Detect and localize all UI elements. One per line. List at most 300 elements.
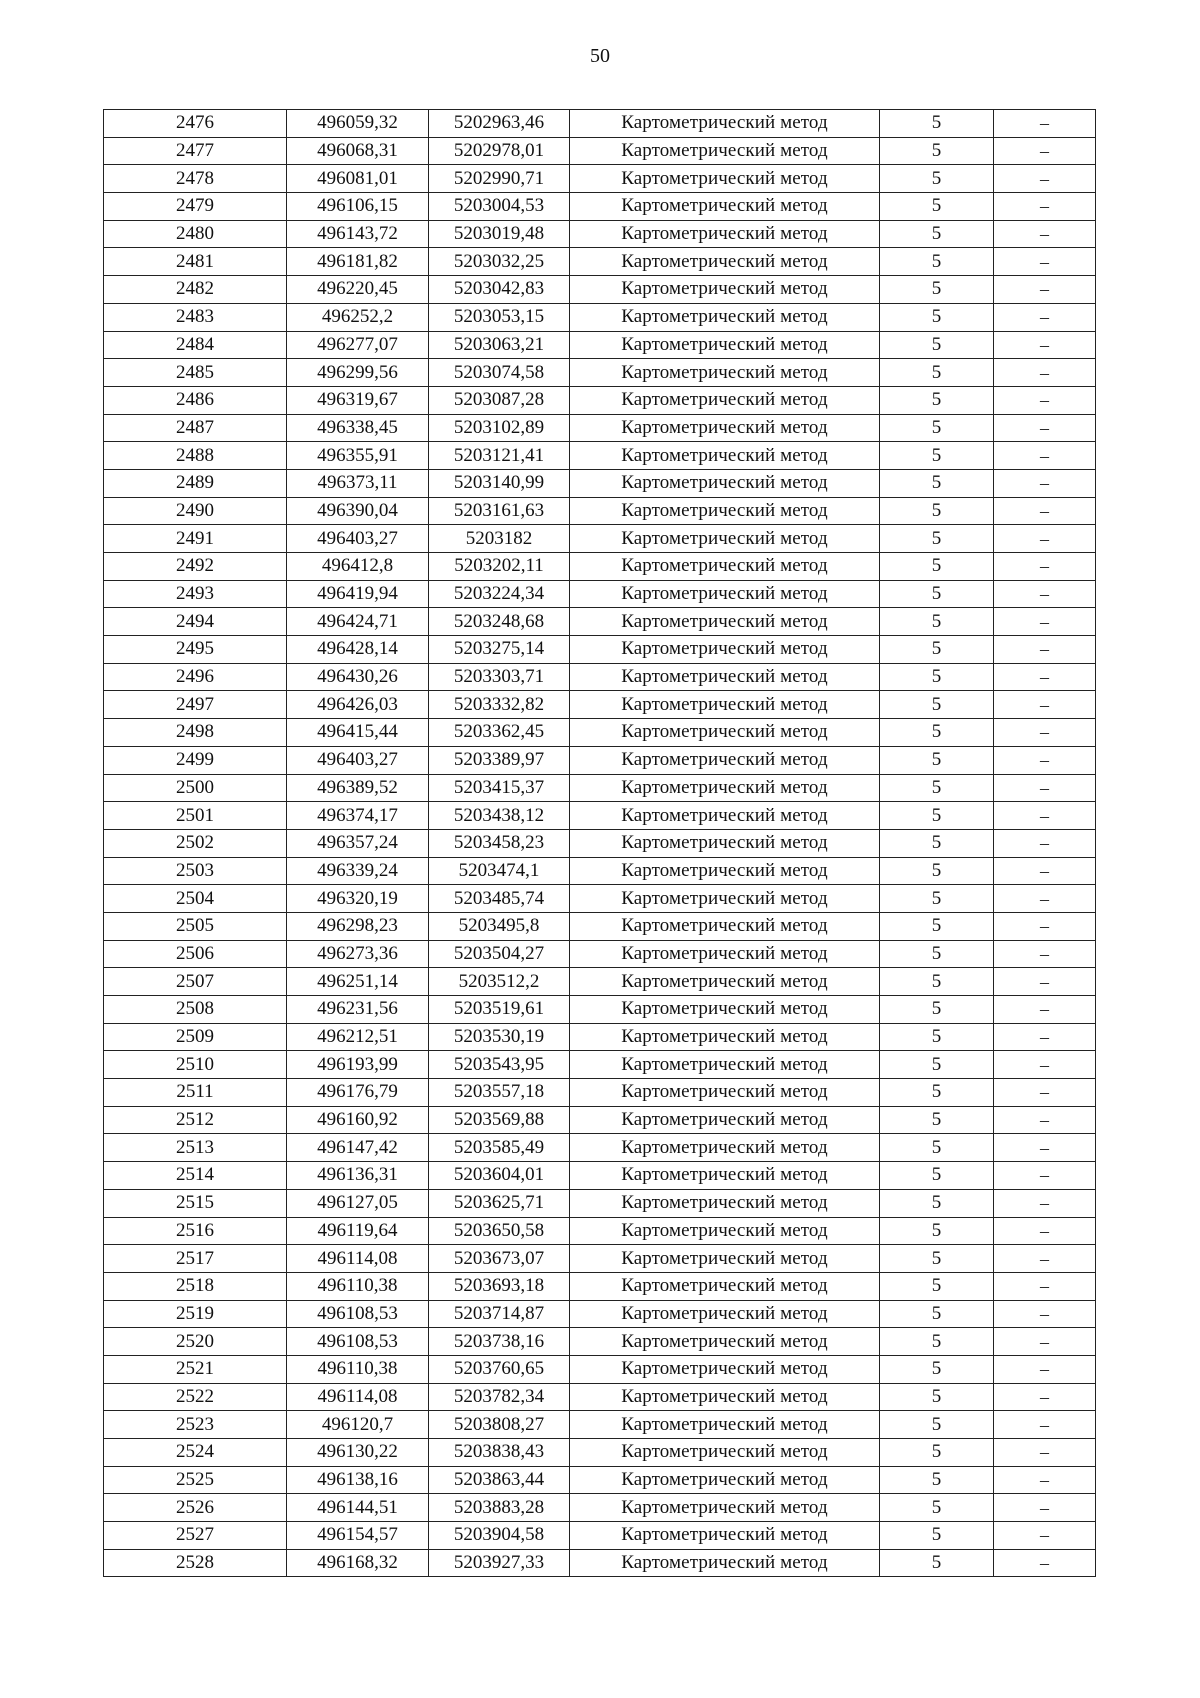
description-cell: – [994, 746, 1096, 774]
method-cell: Картометрический метод [570, 414, 880, 442]
table-row [104, 469, 1096, 497]
accuracy-cell: 5 [880, 1439, 994, 1467]
accuracy-cell: 5 [880, 220, 994, 248]
y-coordinate-cell: 5203074,58 [429, 359, 570, 387]
x-coordinate-cell: 496299,56 [287, 359, 429, 387]
accuracy-cell: 5 [880, 497, 994, 525]
table-row [104, 553, 1096, 581]
table-row [104, 996, 1096, 1024]
y-coordinate-cell: 5203495,8 [429, 912, 570, 940]
point-number-cell: 2485 [104, 359, 287, 387]
table-row [104, 1189, 1096, 1217]
table-row [104, 1162, 1096, 1190]
x-coordinate-cell: 496320,19 [287, 885, 429, 913]
x-coordinate-cell: 496319,67 [287, 386, 429, 414]
method-cell: Картометрический метод [570, 636, 880, 664]
method-cell: Картометрический метод [570, 857, 880, 885]
description-cell: – [994, 1189, 1096, 1217]
table-row [104, 303, 1096, 331]
method-cell: Картометрический метод [570, 1383, 880, 1411]
x-coordinate-cell: 496357,24 [287, 829, 429, 857]
method-cell: Картометрический метод [570, 746, 880, 774]
description-cell: – [994, 248, 1096, 276]
accuracy-cell: 5 [880, 1328, 994, 1356]
y-coordinate-cell: 5203042,83 [429, 276, 570, 304]
method-cell: Картометрический метод [570, 359, 880, 387]
x-coordinate-cell: 496068,31 [287, 137, 429, 165]
point-number-cell: 2491 [104, 525, 287, 553]
table-row [104, 497, 1096, 525]
point-number-cell: 2483 [104, 303, 287, 331]
accuracy-cell: 5 [880, 968, 994, 996]
table-row [104, 386, 1096, 414]
x-coordinate-cell: 496143,72 [287, 220, 429, 248]
table-row [104, 248, 1096, 276]
y-coordinate-cell: 5203004,53 [429, 193, 570, 221]
x-coordinate-cell: 496338,45 [287, 414, 429, 442]
point-number-cell: 2498 [104, 719, 287, 747]
method-cell: Картометрический метод [570, 331, 880, 359]
x-coordinate-cell: 496298,23 [287, 912, 429, 940]
y-coordinate-cell: 5203530,19 [429, 1023, 570, 1051]
method-cell: Картометрический метод [570, 193, 880, 221]
method-cell: Картометрический метод [570, 719, 880, 747]
point-number-cell: 2496 [104, 663, 287, 691]
y-coordinate-cell: 5203838,43 [429, 1439, 570, 1467]
accuracy-cell: 5 [880, 303, 994, 331]
point-number-cell: 2508 [104, 996, 287, 1024]
point-number-cell: 2493 [104, 580, 287, 608]
table-row [104, 525, 1096, 553]
accuracy-cell: 5 [880, 248, 994, 276]
description-cell: – [994, 691, 1096, 719]
accuracy-cell: 5 [880, 912, 994, 940]
y-coordinate-cell: 5203458,23 [429, 829, 570, 857]
accuracy-cell: 5 [880, 469, 994, 497]
x-coordinate-cell: 496273,36 [287, 940, 429, 968]
method-cell: Картометрический метод [570, 940, 880, 968]
x-coordinate-cell: 496119,64 [287, 1217, 429, 1245]
x-coordinate-cell: 496373,11 [287, 469, 429, 497]
accuracy-cell: 5 [880, 1411, 994, 1439]
description-cell: – [994, 1134, 1096, 1162]
table-row [104, 1023, 1096, 1051]
y-coordinate-cell: 5203883,28 [429, 1494, 570, 1522]
table-row [104, 331, 1096, 359]
x-coordinate-cell: 496419,94 [287, 580, 429, 608]
description-cell: – [994, 469, 1096, 497]
accuracy-cell: 5 [880, 1272, 994, 1300]
y-coordinate-cell: 5203557,18 [429, 1079, 570, 1107]
y-coordinate-cell: 5203714,87 [429, 1300, 570, 1328]
x-coordinate-cell: 496181,82 [287, 248, 429, 276]
point-number-cell: 2525 [104, 1466, 287, 1494]
table-row [104, 1134, 1096, 1162]
table-row [104, 1522, 1096, 1550]
method-cell: Картометрический метод [570, 220, 880, 248]
table-row [104, 276, 1096, 304]
x-coordinate-cell: 496403,27 [287, 525, 429, 553]
method-cell: Картометрический метод [570, 802, 880, 830]
description-cell: – [994, 580, 1096, 608]
method-cell: Картометрический метод [570, 1494, 880, 1522]
description-cell: – [994, 1494, 1096, 1522]
x-coordinate-cell: 496424,71 [287, 608, 429, 636]
description-cell: – [994, 1522, 1096, 1550]
x-coordinate-cell: 496415,44 [287, 719, 429, 747]
y-coordinate-cell: 5203927,33 [429, 1549, 570, 1577]
x-coordinate-cell: 496120,7 [287, 1411, 429, 1439]
accuracy-cell: 5 [880, 1051, 994, 1079]
coordinates-table-body [104, 110, 1096, 1577]
y-coordinate-cell: 5203248,68 [429, 608, 570, 636]
description-cell: – [994, 1245, 1096, 1273]
x-coordinate-cell: 496168,32 [287, 1549, 429, 1577]
x-coordinate-cell: 496081,01 [287, 165, 429, 193]
table-row [104, 1411, 1096, 1439]
method-cell: Картометрический метод [570, 1134, 880, 1162]
accuracy-cell: 5 [880, 137, 994, 165]
description-cell: – [994, 220, 1096, 248]
y-coordinate-cell: 5203504,27 [429, 940, 570, 968]
point-number-cell: 2504 [104, 885, 287, 913]
x-coordinate-cell: 496108,53 [287, 1300, 429, 1328]
point-number-cell: 2524 [104, 1439, 287, 1467]
y-coordinate-cell: 5203485,74 [429, 885, 570, 913]
point-number-cell: 2492 [104, 553, 287, 581]
method-cell: Картометрический метод [570, 1411, 880, 1439]
y-coordinate-cell: 5203415,37 [429, 774, 570, 802]
table-row [104, 636, 1096, 664]
y-coordinate-cell: 5202990,71 [429, 165, 570, 193]
description-cell: – [994, 1051, 1096, 1079]
method-cell: Картометрический метод [570, 497, 880, 525]
description-cell: – [994, 1411, 1096, 1439]
x-coordinate-cell: 496147,42 [287, 1134, 429, 1162]
point-number-cell: 2515 [104, 1189, 287, 1217]
description-cell: – [994, 1300, 1096, 1328]
y-coordinate-cell: 5203389,97 [429, 746, 570, 774]
point-number-cell: 2517 [104, 1245, 287, 1273]
y-coordinate-cell: 5203032,25 [429, 248, 570, 276]
accuracy-cell: 5 [880, 1134, 994, 1162]
x-coordinate-cell: 496220,45 [287, 276, 429, 304]
y-coordinate-cell: 5203053,15 [429, 303, 570, 331]
y-coordinate-cell: 5203202,11 [429, 553, 570, 581]
point-number-cell: 2489 [104, 469, 287, 497]
x-coordinate-cell: 496114,08 [287, 1383, 429, 1411]
y-coordinate-cell: 5203474,1 [429, 857, 570, 885]
method-cell: Картометрический метод [570, 303, 880, 331]
method-cell: Картометрический метод [570, 1217, 880, 1245]
y-coordinate-cell: 5203063,21 [429, 331, 570, 359]
description-cell: – [994, 829, 1096, 857]
x-coordinate-cell: 496059,32 [287, 110, 429, 138]
table-row [104, 1328, 1096, 1356]
page-number: 50 [590, 45, 610, 67]
accuracy-cell: 5 [880, 359, 994, 387]
coordinates-table [103, 109, 1096, 1577]
method-cell: Картометрический метод [570, 110, 880, 138]
method-cell: Картометрический метод [570, 553, 880, 581]
y-coordinate-cell: 5203738,16 [429, 1328, 570, 1356]
description-cell: – [994, 1383, 1096, 1411]
description-cell: – [994, 1023, 1096, 1051]
y-coordinate-cell: 5203224,34 [429, 580, 570, 608]
accuracy-cell: 5 [880, 1023, 994, 1051]
description-cell: – [994, 303, 1096, 331]
accuracy-cell: 5 [880, 165, 994, 193]
point-number-cell: 2480 [104, 220, 287, 248]
method-cell: Картометрический метод [570, 165, 880, 193]
point-number-cell: 2521 [104, 1355, 287, 1383]
description-cell: – [994, 525, 1096, 553]
table-row [104, 165, 1096, 193]
table-row [104, 1355, 1096, 1383]
description-cell: – [994, 802, 1096, 830]
point-number-cell: 2499 [104, 746, 287, 774]
table-row [104, 1300, 1096, 1328]
y-coordinate-cell: 5202963,46 [429, 110, 570, 138]
accuracy-cell: 5 [880, 1494, 994, 1522]
x-coordinate-cell: 496212,51 [287, 1023, 429, 1051]
x-coordinate-cell: 496136,31 [287, 1162, 429, 1190]
y-coordinate-cell: 5203087,28 [429, 386, 570, 414]
method-cell: Картометрический метод [570, 774, 880, 802]
description-cell: – [994, 1079, 1096, 1107]
method-cell: Картометрический метод [570, 1051, 880, 1079]
method-cell: Картометрический метод [570, 1023, 880, 1051]
point-number-cell: 2520 [104, 1328, 287, 1356]
x-coordinate-cell: 496114,08 [287, 1245, 429, 1273]
point-number-cell: 2510 [104, 1051, 287, 1079]
description-cell: – [994, 331, 1096, 359]
y-coordinate-cell: 5202978,01 [429, 137, 570, 165]
method-cell: Картометрический метод [570, 1300, 880, 1328]
table-row [104, 608, 1096, 636]
y-coordinate-cell: 5203863,44 [429, 1466, 570, 1494]
description-cell: – [994, 414, 1096, 442]
x-coordinate-cell: 496160,92 [287, 1106, 429, 1134]
y-coordinate-cell: 5203604,01 [429, 1162, 570, 1190]
method-cell: Картометрический метод [570, 1079, 880, 1107]
x-coordinate-cell: 496193,99 [287, 1051, 429, 1079]
point-number-cell: 2509 [104, 1023, 287, 1051]
description-cell: – [994, 774, 1096, 802]
description-cell: – [994, 193, 1096, 221]
accuracy-cell: 5 [880, 553, 994, 581]
table-row [104, 137, 1096, 165]
method-cell: Картометрический метод [570, 580, 880, 608]
y-coordinate-cell: 5203650,58 [429, 1217, 570, 1245]
point-number-cell: 2481 [104, 248, 287, 276]
method-cell: Картометрический метод [570, 968, 880, 996]
point-number-cell: 2523 [104, 1411, 287, 1439]
y-coordinate-cell: 5203543,95 [429, 1051, 570, 1079]
y-coordinate-cell: 5203275,14 [429, 636, 570, 664]
method-cell: Картометрический метод [570, 1439, 880, 1467]
x-coordinate-cell: 496252,2 [287, 303, 429, 331]
y-coordinate-cell: 5203808,27 [429, 1411, 570, 1439]
y-coordinate-cell: 5203161,63 [429, 497, 570, 525]
method-cell: Картометрический метод [570, 1162, 880, 1190]
table-row [104, 746, 1096, 774]
method-cell: Картометрический метод [570, 1106, 880, 1134]
accuracy-cell: 5 [880, 691, 994, 719]
description-cell: – [994, 996, 1096, 1024]
point-number-cell: 2482 [104, 276, 287, 304]
method-cell: Картометрический метод [570, 525, 880, 553]
x-coordinate-cell: 496412,8 [287, 553, 429, 581]
method-cell: Картометрический метод [570, 608, 880, 636]
point-number-cell: 2511 [104, 1079, 287, 1107]
description-cell: – [994, 968, 1096, 996]
description-cell: – [994, 553, 1096, 581]
method-cell: Картометрический метод [570, 1466, 880, 1494]
description-cell: – [994, 1272, 1096, 1300]
table-row [104, 1079, 1096, 1107]
accuracy-cell: 5 [880, 1383, 994, 1411]
x-coordinate-cell: 496138,16 [287, 1466, 429, 1494]
accuracy-cell: 5 [880, 1217, 994, 1245]
description-cell: – [994, 442, 1096, 470]
table-row [104, 442, 1096, 470]
x-coordinate-cell: 496374,17 [287, 802, 429, 830]
table-row [104, 359, 1096, 387]
x-coordinate-cell: 496110,38 [287, 1272, 429, 1300]
y-coordinate-cell: 5203019,48 [429, 220, 570, 248]
table-row [104, 220, 1096, 248]
accuracy-cell: 5 [880, 996, 994, 1024]
point-number-cell: 2522 [104, 1383, 287, 1411]
table-row [104, 1051, 1096, 1079]
accuracy-cell: 5 [880, 580, 994, 608]
point-number-cell: 2513 [104, 1134, 287, 1162]
point-number-cell: 2476 [104, 110, 287, 138]
y-coordinate-cell: 5203625,71 [429, 1189, 570, 1217]
description-cell: – [994, 1217, 1096, 1245]
x-coordinate-cell: 496277,07 [287, 331, 429, 359]
description-cell: – [994, 1439, 1096, 1467]
point-number-cell: 2503 [104, 857, 287, 885]
y-coordinate-cell: 5203904,58 [429, 1522, 570, 1550]
point-number-cell: 2490 [104, 497, 287, 525]
description-cell: – [994, 137, 1096, 165]
accuracy-cell: 5 [880, 746, 994, 774]
point-number-cell: 2487 [104, 414, 287, 442]
description-cell: – [994, 497, 1096, 525]
accuracy-cell: 5 [880, 1189, 994, 1217]
point-number-cell: 2507 [104, 968, 287, 996]
point-number-cell: 2505 [104, 912, 287, 940]
method-cell: Картометрический метод [570, 1522, 880, 1550]
point-number-cell: 2484 [104, 331, 287, 359]
table-row [104, 1439, 1096, 1467]
method-cell: Картометрический метод [570, 885, 880, 913]
x-coordinate-cell: 496176,79 [287, 1079, 429, 1107]
table-row [104, 802, 1096, 830]
accuracy-cell: 5 [880, 1549, 994, 1577]
description-cell: – [994, 359, 1096, 387]
description-cell: – [994, 719, 1096, 747]
x-coordinate-cell: 496403,27 [287, 746, 429, 774]
x-coordinate-cell: 496251,14 [287, 968, 429, 996]
accuracy-cell: 5 [880, 829, 994, 857]
description-cell: – [994, 1162, 1096, 1190]
table-row [104, 1106, 1096, 1134]
table-row [104, 1245, 1096, 1273]
description-cell: – [994, 1355, 1096, 1383]
accuracy-cell: 5 [880, 802, 994, 830]
table-row [104, 193, 1096, 221]
accuracy-cell: 5 [880, 1355, 994, 1383]
method-cell: Картометрический метод [570, 1549, 880, 1577]
accuracy-cell: 5 [880, 608, 994, 636]
x-coordinate-cell: 496390,04 [287, 497, 429, 525]
table-row [104, 885, 1096, 913]
y-coordinate-cell: 5203303,71 [429, 663, 570, 691]
table-row [104, 857, 1096, 885]
point-number-cell: 2506 [104, 940, 287, 968]
point-number-cell: 2488 [104, 442, 287, 470]
description-cell: – [994, 912, 1096, 940]
description-cell: – [994, 636, 1096, 664]
accuracy-cell: 5 [880, 885, 994, 913]
table-row [104, 829, 1096, 857]
table-row [104, 1494, 1096, 1522]
x-coordinate-cell: 496130,22 [287, 1439, 429, 1467]
table-row [104, 1383, 1096, 1411]
point-number-cell: 2501 [104, 802, 287, 830]
point-number-cell: 2478 [104, 165, 287, 193]
x-coordinate-cell: 496110,38 [287, 1355, 429, 1383]
x-coordinate-cell: 496426,03 [287, 691, 429, 719]
method-cell: Картометрический метод [570, 469, 880, 497]
y-coordinate-cell: 5203102,89 [429, 414, 570, 442]
accuracy-cell: 5 [880, 1300, 994, 1328]
x-coordinate-cell: 496231,56 [287, 996, 429, 1024]
point-number-cell: 2497 [104, 691, 287, 719]
table-row [104, 774, 1096, 802]
description-cell: – [994, 1466, 1096, 1494]
accuracy-cell: 5 [880, 663, 994, 691]
y-coordinate-cell: 5203140,99 [429, 469, 570, 497]
point-number-cell: 2502 [104, 829, 287, 857]
point-number-cell: 2516 [104, 1217, 287, 1245]
y-coordinate-cell: 5203673,07 [429, 1245, 570, 1273]
method-cell: Картометрический метод [570, 1328, 880, 1356]
table-row [104, 110, 1096, 138]
table-row [104, 1217, 1096, 1245]
method-cell: Картометрический метод [570, 691, 880, 719]
x-coordinate-cell: 496154,57 [287, 1522, 429, 1550]
description-cell: – [994, 276, 1096, 304]
y-coordinate-cell: 5203438,12 [429, 802, 570, 830]
accuracy-cell: 5 [880, 442, 994, 470]
y-coordinate-cell: 5203362,45 [429, 719, 570, 747]
x-coordinate-cell: 496430,26 [287, 663, 429, 691]
x-coordinate-cell: 496106,15 [287, 193, 429, 221]
point-number-cell: 2486 [104, 386, 287, 414]
point-number-cell: 2518 [104, 1272, 287, 1300]
accuracy-cell: 5 [880, 386, 994, 414]
y-coordinate-cell: 5203760,65 [429, 1355, 570, 1383]
table-row [104, 912, 1096, 940]
method-cell: Картометрический метод [570, 386, 880, 414]
accuracy-cell: 5 [880, 1522, 994, 1550]
point-number-cell: 2477 [104, 137, 287, 165]
accuracy-cell: 5 [880, 774, 994, 802]
